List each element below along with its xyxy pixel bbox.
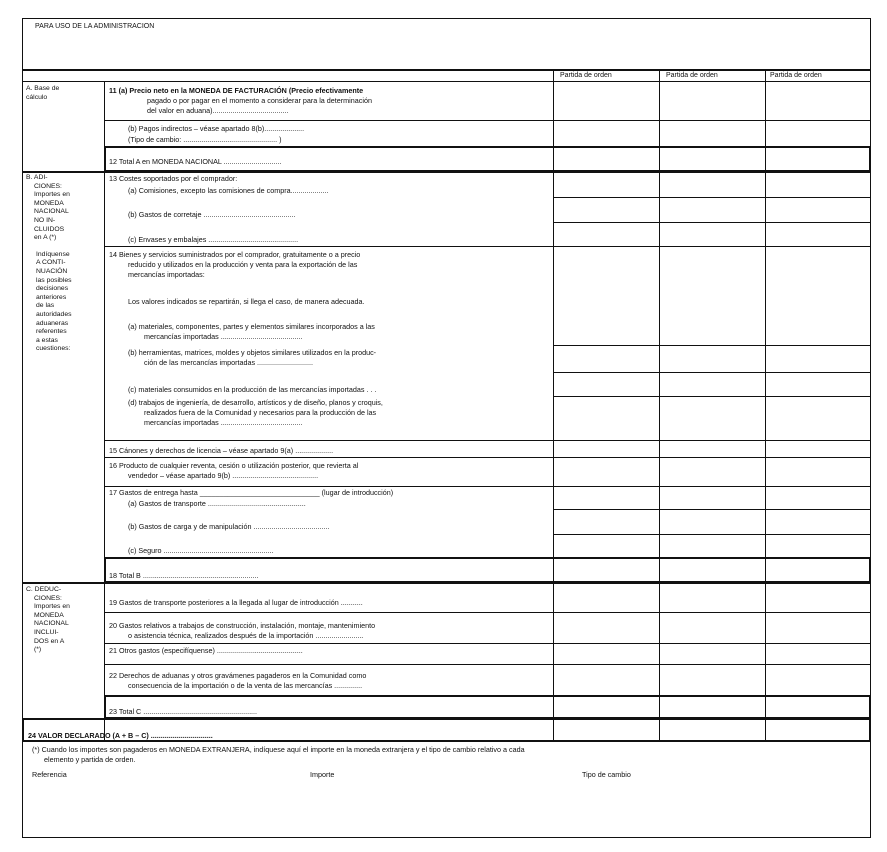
admin-label: PARA USO DE LA ADMINISTRACION bbox=[35, 23, 155, 30]
footer-tipo: Tipo de cambio bbox=[582, 770, 631, 779]
col-header-3: Partida de orden bbox=[770, 72, 822, 79]
header-rule bbox=[22, 81, 871, 82]
rule-13c bbox=[104, 246, 871, 247]
item-14a: (a) materiales, componentes, partes y elementos similares incorporados a las mercancías importadas ......................................... bbox=[128, 322, 375, 341]
section-c-label: C. DEDUC- CIONES: Importes en MONEDA NACIONAL INCLUI- DOS en A (*) bbox=[26, 586, 70, 654]
item-14-note: Los valores indicados se repartirán, si llega el caso, de manera adecuada. bbox=[128, 297, 365, 306]
item-14b: (b) herramientas, matrices, moldes y objetos similares utilizados en la produc- ción de las mercancías importadas ............................ bbox=[128, 348, 377, 367]
item-20: 20 Gastos relativos a trabajos de construcción, instalación, montaje, mantenimiento o asistencia técnica, realizados después de la importación ........................ bbox=[109, 621, 376, 640]
item-23: 23 Total C ......................................................... bbox=[109, 707, 258, 716]
item-17c: (c) Seguro ....................................................... bbox=[128, 546, 274, 555]
item-18: 18 Total B .......................................................... bbox=[109, 571, 259, 580]
rule-19 bbox=[104, 612, 871, 613]
footer-box bbox=[22, 742, 871, 838]
footnote: (*) Cuando los importes son pagaderos en MONEDA EXTRANJERA, indíquese aquí el importe en la moneda extranjera y el tipo de cambio relativo a cada elemento y partida de orden. bbox=[32, 745, 525, 764]
col-header-2: Partida de orden bbox=[666, 72, 718, 79]
rule-13b bbox=[553, 222, 871, 223]
section-b-label: B. ADI- CIONES: Importes en MONEDA NACIONAL NO IN- CLUIDOS en A (*) Indíquense A CONTI- NUACIÓN las posibles decisiones anteriores de las autoridades aduaneras referentes a estas cuestiones: bbox=[26, 174, 72, 353]
rule-21 bbox=[104, 664, 871, 665]
item-17a: (a) Gastos de transporte ................................................. bbox=[128, 499, 306, 508]
item-11b: (b) Pagos indirectos – véase apartado 8(b).................... bbox=[128, 124, 305, 133]
rule-11a bbox=[104, 120, 871, 121]
rule-15 bbox=[104, 457, 871, 458]
item-16: 16 Producto de cualquier reventa, cesión o utilización posterior, que revierta al vendedor – véase apartado 9(b) ........................................... bbox=[109, 461, 359, 480]
footer-ref: Referencia bbox=[32, 770, 67, 779]
item-15: 15 Cánones y derechos de licencia – véase apartado 9(a) ................... bbox=[109, 446, 334, 455]
item-19: 19 Gastos de transporte posteriores a la llegada al lugar de introducción ........... bbox=[109, 598, 363, 607]
item-14c: (c) materiales consumidos en la producción de las mercancías importadas . . . bbox=[128, 385, 377, 394]
item-13c: (c) Envases y embalajes ............................................. bbox=[128, 235, 299, 244]
item-24: 24 VALOR DECLARADO (A + B – C) ............................... bbox=[28, 731, 213, 740]
item-21: 21 Otros gastos (especifíquense) ........................................... bbox=[109, 646, 303, 655]
item-22: 22 Derechos de aduanas y otros gravámenes pagaderos en la Comunidad como consecuencia de la importación o de la venta de las mercancías .............. bbox=[109, 671, 367, 690]
section-a-label: A. Base de cálculo bbox=[26, 85, 60, 101]
item-13a: (a) Comisiones, excepto las comisiones de compra................... bbox=[128, 186, 329, 195]
item-12: 12 Total A en MONEDA NACIONAL ............................. bbox=[109, 157, 282, 166]
col-header-1: Partida de orden bbox=[560, 72, 612, 79]
item-13b: (b) Gastos de corretaje .............................................. bbox=[128, 210, 296, 219]
footer-importe: Importe bbox=[310, 770, 335, 779]
item-17: 17 Gastos de entrega hasta ______________________________ (lugar de introducción) bbox=[109, 488, 394, 497]
item-14: 14 Bienes y servicios suministrados por el comprador, gratuitamente o a precio reducido y utilizados en la producción y venta para la exportación de las mercancías importadas: bbox=[109, 250, 361, 279]
rule-14b bbox=[553, 372, 871, 373]
rule-14a bbox=[553, 345, 871, 346]
item-14d: (d) trabajos de ingeniería, de desarrollo, artísticos y de diseño, planos y croquis, realizados fuera de la Comunidad y necesarios para la producción de las mercancías importadas ......................................... bbox=[128, 398, 383, 427]
item-13: 13 Costes soportados por el comprador: bbox=[109, 174, 238, 183]
item-11c: (Tipo de cambio: ............................................... ) bbox=[128, 135, 282, 144]
item-11a: 11 (a) Precio neto en la MONEDA DE FACTURACIÓN (Precio efectivamente pagado o por pagar en el momento a considerar para la determinación del valor en aduana)...................................... bbox=[109, 86, 372, 115]
rule-14d bbox=[104, 440, 871, 441]
rule-16 bbox=[104, 486, 871, 487]
rule-20 bbox=[104, 643, 871, 644]
rule-17a bbox=[553, 509, 871, 510]
rule-13a bbox=[553, 197, 871, 198]
item-17b: (b) Gastos de carga y de manipulación ...................................... bbox=[128, 522, 330, 531]
rule-14c bbox=[553, 396, 871, 397]
rule-17b bbox=[553, 534, 871, 535]
